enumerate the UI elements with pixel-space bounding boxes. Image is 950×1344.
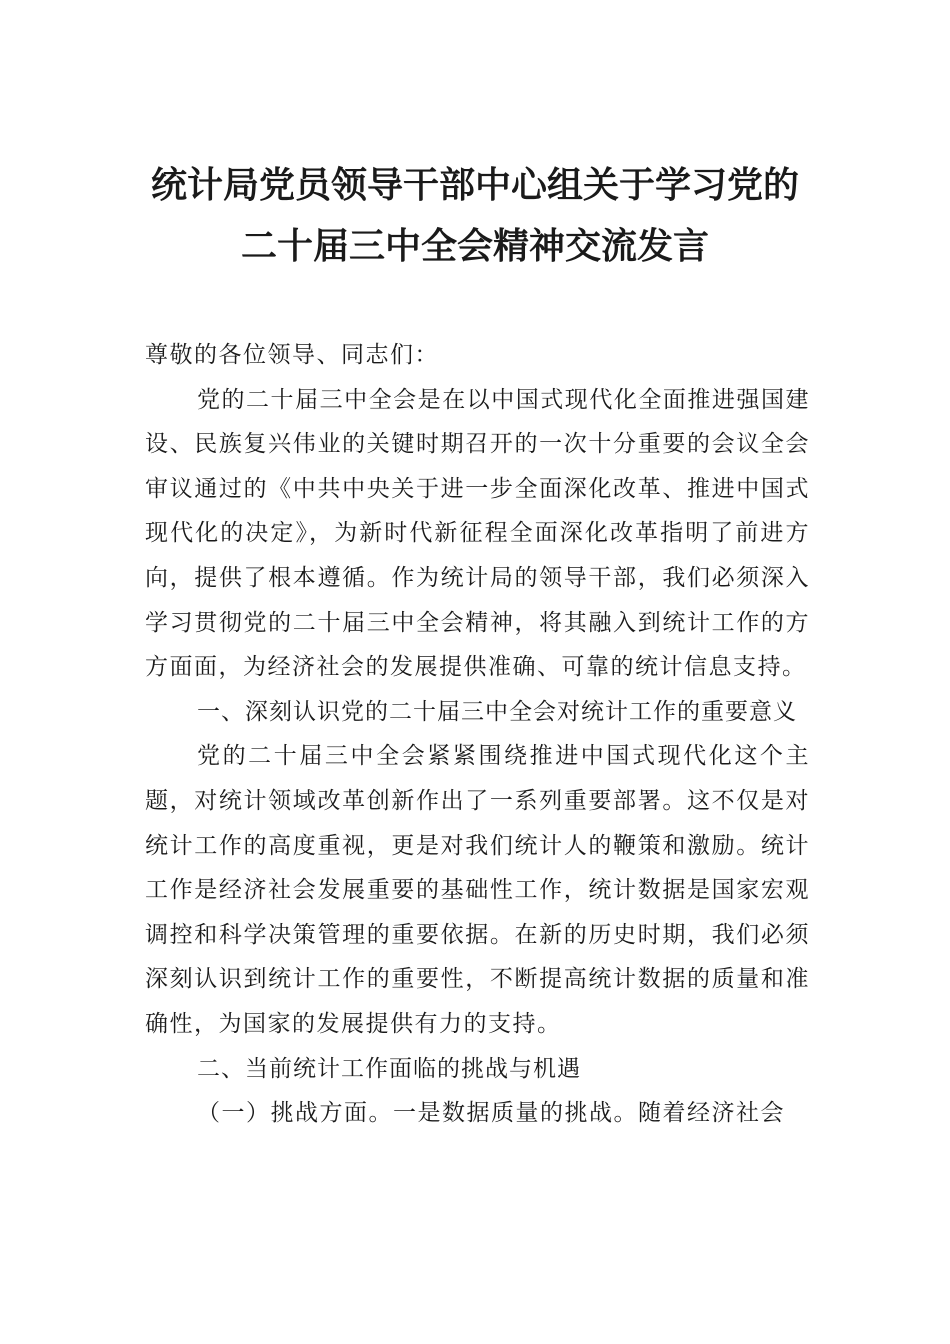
section-heading-2: 二、当前统计工作面临的挑战与机遇 bbox=[197, 1055, 581, 1082]
salutation: 尊敬的各位领导、同志们： bbox=[145, 342, 439, 368]
document-title-line-1: 统计局党员领导干部中心组关于学习党的 bbox=[150, 165, 799, 206]
paragraph-significance: 党的二十届三中全会紧紧围绕推进中国式现代化这个主题，对统计领域改革创新作出了一系列重要部署。这不仅是对统计工作的高度重视，更是对我们统计人的鞭策和激励。统计工作是经济社会发展重要的基础性工作，统计数据是国家宏观调控和科学决策管理的重要依据。在新的历史时期，我们必须深刻认识到统计工作的重要性，不断提高统计数据的质量和准确性，为国家的发展提供有力的支持。 bbox=[145, 743, 810, 1037]
document-title-line-2: 二十届三中全会精神交流发言 bbox=[240, 226, 709, 267]
paragraph-challenges: （一）挑战方面。一是数据质量的挑战。随着经济社会 bbox=[197, 1100, 785, 1127]
paragraph-intro: 党的二十届三中全会是在以中国式现代化全面推进强国建设、民族复兴伟业的关键时期召开的一次十分重要的会议全会审议通过的《中共中央关于进一步全面深化改革、推进中国式现代化的决定》，为新时代新征程全面深化改革指明了前进方向，提供了根本遵循。作为统计局的领导干部，我们必须深入学习贯彻党的二十届三中全会精神，将其融入到统计工作的方方面面，为经济社会的发展提供准确、可靠的统计信息支持。 bbox=[145, 386, 810, 681]
document-body bbox=[145, 333, 810, 1136]
section-heading-1: 一、深刻认识党的二十届三中全会对统计工作的重要意义 bbox=[197, 698, 797, 725]
